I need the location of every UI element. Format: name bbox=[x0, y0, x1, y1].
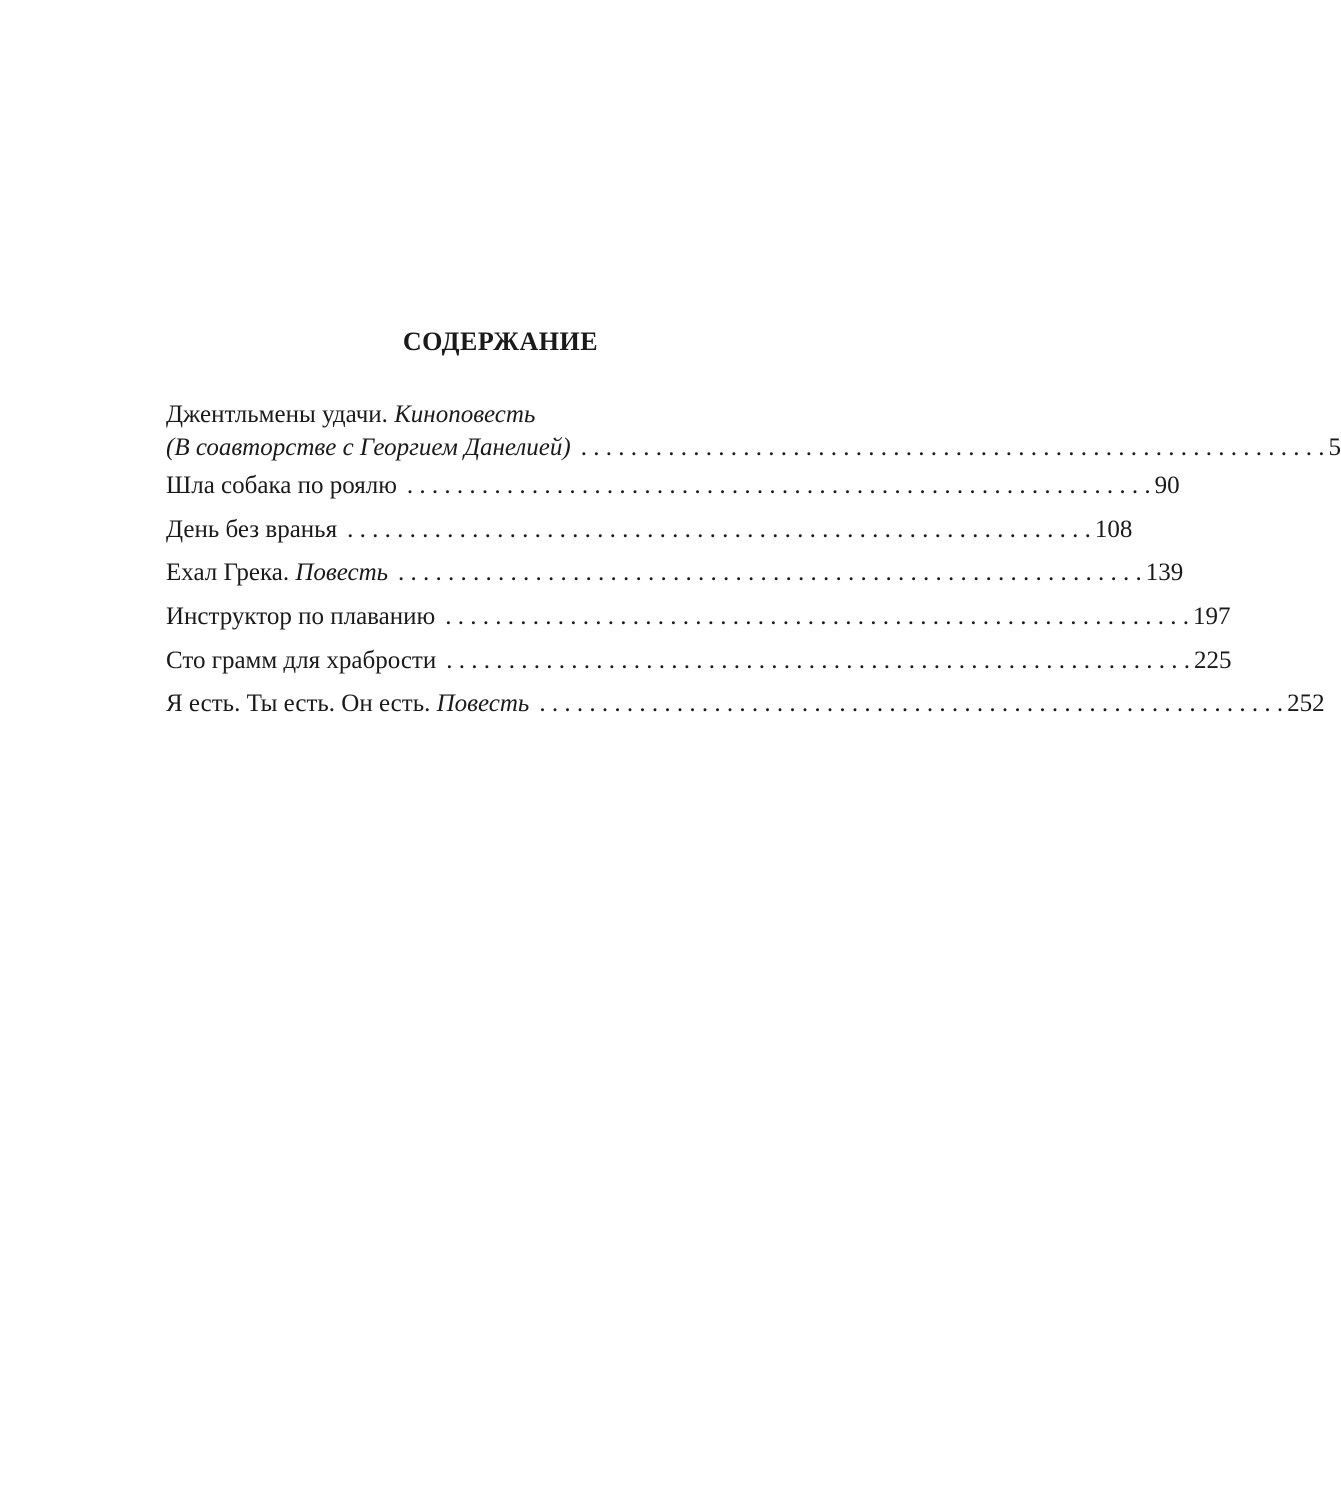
toc-entry-title: Инструктор по плаванию bbox=[166, 603, 436, 631]
toc-entry-title: Ехал Грека. bbox=[166, 559, 290, 587]
toc-entry bbox=[166, 551, 1184, 595]
toc-page-number: 225 bbox=[1193, 646, 1232, 674]
toc-entry-genre: Киноповесть bbox=[394, 401, 536, 428]
toc-entry-second-line bbox=[166, 431, 1341, 464]
toc-entry-genre: Повесть bbox=[295, 559, 389, 587]
toc-entry-subtitle: (В соавторстве с Георгием Данелией) bbox=[166, 434, 571, 461]
toc-entry bbox=[166, 639, 1232, 683]
toc-page-number: 197 bbox=[1192, 603, 1231, 631]
dot-leader: . . . . . . . . . . . . . . . . . . . . . . . . . . . . . . . . . . . . . . . . . . . . . . . . . . . . . . . . . . . . bbox=[398, 559, 1142, 587]
toc-entry-title: День без вранья bbox=[166, 515, 338, 543]
dot-leader: . . . . . . . . . . . . . . . . . . . . . . . . . . . . . . . . . . . . . . . . . . . . . . . . . . . . . . . . . . . . bbox=[406, 472, 1151, 499]
toc-entry-title: Я есть. Ты есть. Он есть. bbox=[166, 690, 431, 718]
toc-entry bbox=[166, 508, 1133, 552]
toc-page-number: 108 bbox=[1094, 515, 1133, 543]
dot-leader: . . . . . . . . . . . . . . . . . . . . . . . . . . . . . . . . . . . . . . . . . . . . . . . . . . . . . . . . . . . . bbox=[347, 515, 1091, 543]
toc-entry-title: Шла собака по роялю bbox=[166, 472, 397, 499]
dot-leader: . . . . . . . . . . . . . . . . . . . . . . . . . . . . . . . . . . . . . . . . . . . . . . . . . . . . . . . . . . . . bbox=[445, 603, 1189, 631]
toc-page-number: 252 bbox=[1287, 690, 1325, 718]
toc-entry bbox=[166, 682, 1325, 726]
table-of-contents bbox=[166, 398, 1341, 726]
toc-entry bbox=[166, 398, 1341, 464]
dot-leader: . . . . . . . . . . . . . . . . . . . . . . . . . . . . . . . . . . . . . . . . . . . . . . . . . . . . . . . . . . . . bbox=[580, 434, 1325, 461]
toc-page-number: 5 bbox=[1328, 434, 1341, 461]
toc-entry-genre: Повесть bbox=[436, 690, 530, 718]
dot-leader: . . . . . . . . . . . . . . . . . . . . . . . . . . . . . . . . . . . . . . . . . . . . . . . . . . . . . . . . . . . . bbox=[446, 646, 1190, 674]
toc-entry-first-line bbox=[166, 398, 835, 431]
dot-leader: . . . . . . . . . . . . . . . . . . . . . . . . . . . . . . . . . . . . . . . . . . . . . . . . . . . . . . . . . . . . bbox=[539, 690, 1284, 718]
page-title: СОДЕРЖАНИЕ bbox=[402, 327, 599, 356]
toc-entry bbox=[166, 595, 1231, 639]
toc-entry-title: Джентльмены удачи. bbox=[166, 401, 388, 428]
toc-entry bbox=[166, 464, 1180, 508]
toc-entry-title: Сто грамм для храбрости bbox=[166, 646, 437, 674]
toc-page-number: 90 bbox=[1154, 472, 1180, 499]
toc-page-number: 139 bbox=[1145, 559, 1184, 587]
